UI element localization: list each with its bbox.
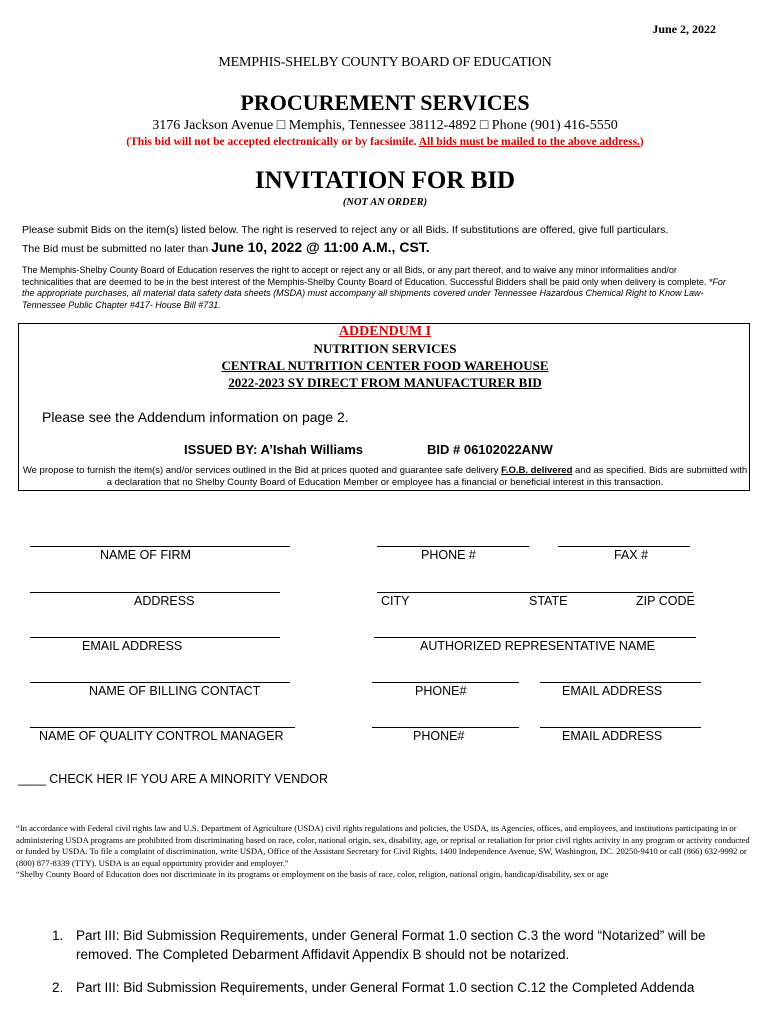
state-label: STATE [529,594,568,608]
board-nondiscrimination-statement: “Shelby County Board of Education does not discriminate in its programs or employment on the basis of race, color, religion, national origin, handicap/disability, sex or age [16,869,609,879]
email-line[interactable] [30,637,280,638]
zip-label: ZIP CODE [636,594,695,608]
address-line: 3176 Jackson Avenue □ Memphis, Tennessee 38112-4892 □ Phone (901) 416-5550 [152,118,618,133]
list-item [52,978,742,997]
authorized-rep-line[interactable] [374,637,696,638]
billing-contact-label: NAME OF BILLING CONTACT [89,684,261,698]
addendum-items [52,926,742,1011]
qc-manager-label: NAME OF QUALITY CONTROL MANAGER [39,729,284,743]
phone-label: PHONE # [421,548,476,562]
fax-line[interactable] [558,546,690,547]
reserve-text: The Memphis-Shelby County Board of Education reserves the right to accept or reject any or all Bids, or any part thereof, and to waive any minor informalities and/or technicalities that are deemed to be in the best interest of the Memphis-Shelby County Board of Education. Successful Bidders shall be paid only when delivery is complete. [22,265,709,287]
page-subtitle: (NOT AN ORDER) [342,197,428,208]
firm-name-label: NAME OF FIRM [100,548,191,562]
deadline-prefix: The Bid must be submitted no later than [22,243,212,255]
msda-text: *For the appropriate purchases, all material data safety data sheets (MSDA) must accompany all shipments covered under Tennessee Hazardous Chemical Right to Know Law- Tennessee Public Chapter #417- House Bill #731. [22,276,726,310]
item-text: Part III: Bid Submission Requirements, under General Format 1.0 section C.3 the word “Notarized” will be removed. The Completed Debarment Affidavit Appendix B should not be notarized. [76,928,706,962]
billing-email-label: EMAIL ADDRESS [562,684,663,698]
board-name: MEMPHIS-SHELBY COUNTY BOARD OF EDUCATION [218,55,552,70]
fob-delivered: F.O.B. delivered [501,465,573,476]
item-number: 2. [52,980,64,995]
phone-line[interactable] [377,546,529,547]
addendum-title: ADDENDUM I [338,324,432,339]
reserve-paragraph [22,265,727,311]
bid-facility: CENTRAL NUTRITION CENTER FOOD WAREHOUSE [221,358,549,373]
notice-part-1: (This bid will not be accepted electronically or by facsimile. [126,136,419,148]
qc-email-line[interactable] [540,727,701,728]
email-label: EMAIL ADDRESS [82,639,183,653]
civil-rights-statement [16,823,750,881]
usda-statement: “In accordance with Federal civil rights law and U.S. Department of Agriculture (USDA) civil rights regulations and policies, the USDA, its Agencies, offices, and employees, and institutions participating in or administering USDA programs are prohibited from discriminating based on race, color, national origin, sex, disability, age, or reprisal or retaliation for prior civil rights activity in any program or activity conducted or funded by USDA. To file a complaint of discrimination, write USDA, Office of the Assistant Secretary for Civil Rights, 1400 Independence Avenue, SW, Washington, DC. 20250-9410 or call (866) 632-9992 or (800) 877-8339 (TTY). USDA is an equal opportunity provider and employer.” [16,823,750,868]
document-date: June 2, 2022 [652,22,716,36]
authorized-rep-label: AUTHORIZED REPRESENTATIVE NAME [420,639,655,653]
firm-name-line[interactable] [30,546,290,547]
intro-line-1: Please submit Bids on the item(s) listed below. The right is reserved to reject any or all Bids. If substitutions are offered, give full particulars. [22,224,669,236]
deadline: June 10, 2022 @ 11:00 A.M., CST. [211,239,430,255]
billing-phone-label: PHONE# [415,684,467,698]
qc-phone-line[interactable] [372,727,519,728]
bid-number: BID # 06102022ANW [427,442,553,457]
qc-email-label: EMAIL ADDRESS [562,729,663,743]
billing-email-line[interactable] [540,682,701,683]
item-number: 1. [52,928,64,943]
minority-vendor-checkbox[interactable]: ____ CHECK HER IF YOU ARE A MINORITY VENDOR [18,772,329,786]
notice-part-3: ) [639,136,644,148]
propose-part-1: We propose to furnish the item(s) and/or services outlined in the Bid at prices quoted and guarantee safe delivery [22,465,502,476]
proposal-declaration [22,465,748,489]
fax-label: FAX # [614,548,649,562]
billing-contact-line[interactable] [30,682,290,683]
page-title: INVITATION FOR BID [254,167,516,194]
qc-phone-label: PHONE# [413,729,465,743]
intro-line-2 [22,239,752,255]
addendum-note: Please see the Addendum information on page 2. [42,409,349,425]
bid-department: NUTRITION SERVICES [313,341,457,356]
address-label: ADDRESS [134,594,195,608]
billing-phone-line[interactable] [372,682,519,683]
item-text: Part III: Bid Submission Requirements, under General Format 1.0 section C.12 the Completed Addenda [76,980,695,995]
address-line-field[interactable] [30,592,280,593]
city-label: CITY [381,594,410,608]
submission-notice [0,136,770,148]
qc-manager-line[interactable] [30,727,295,728]
city-state-zip-line[interactable] [377,592,693,593]
issued-by: ISSUED BY: A’Ishah Williams [184,442,364,457]
propose-part-2: and as specified. Bids are submitted with a declaration that no Shelby County Board of Education Member or employee has a financial or beneficial interest in this transaction. [106,465,748,488]
list-item [52,926,742,964]
notice-part-2: All bids must be mailed to the above address. [418,136,640,148]
bid-name: 2022-2023 SY DIRECT FROM MANUFACTURER BID [228,375,542,390]
department-title: PROCUREMENT SERVICES [240,90,530,115]
